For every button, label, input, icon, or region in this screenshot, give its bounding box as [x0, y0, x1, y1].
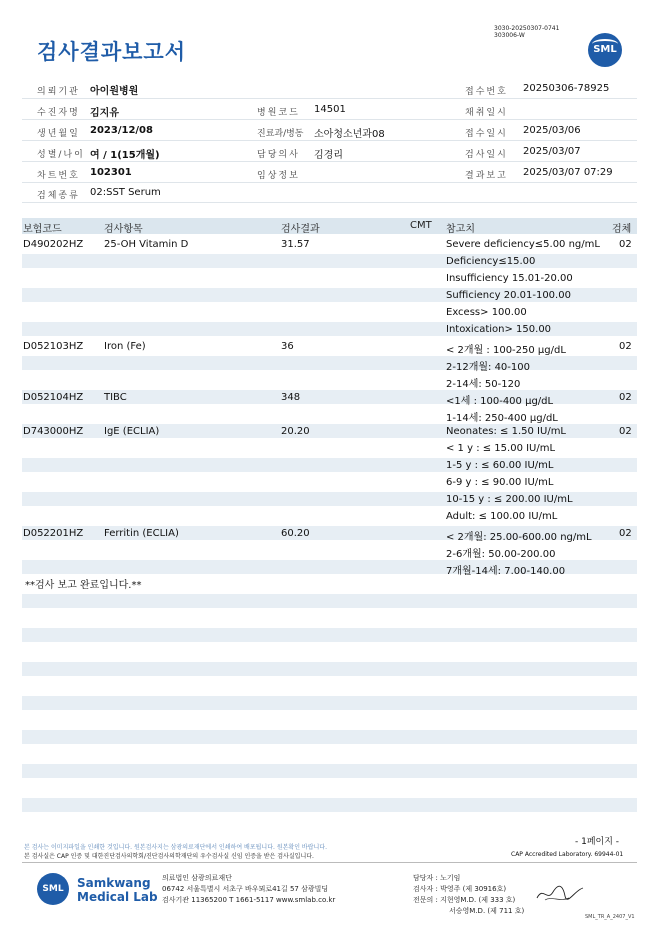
accreditation-notice: 본 검사실은 CAP 인증 및 대한진단검사의학회/진단검사의학재단의 우수검사실 신임 인증을 받은 검사실입니다.: [24, 853, 314, 860]
col-result-header: 검사결과: [281, 224, 320, 235]
row-stripe: [22, 662, 637, 676]
chart-no-value: 102301: [90, 167, 132, 178]
referring-label: 의뢰기관: [37, 87, 80, 97]
row-stripe: [22, 764, 637, 778]
sex-age-label: 성별/나이: [37, 150, 85, 160]
reference-range: Severe deficiency≤5.00 ng/mL: [446, 239, 600, 250]
result-item: Ferritin (ECLIA): [104, 528, 179, 539]
divider: [22, 182, 637, 183]
row-stripe: [22, 730, 637, 744]
result-value: 36: [281, 341, 294, 352]
sex-age-value: 여 / 1(15개월): [90, 150, 160, 161]
document-code-line1: 3030-20250307-0741: [494, 25, 560, 32]
reference-range: 10-15 y : ≤ 200.00 IU/mL: [446, 494, 573, 505]
result-value: 20.20: [281, 426, 310, 437]
brand-name: [77, 876, 158, 904]
result-value: 60.20: [281, 528, 310, 539]
row-stripe: [22, 696, 637, 710]
divider: [22, 161, 637, 162]
divider: [22, 140, 637, 141]
reference-range: 1-5 y : ≤ 60.00 IU/mL: [446, 460, 554, 471]
tester: 검사자 : 박영주 (제 30916호): [413, 885, 507, 893]
result-item: TIBC: [104, 392, 127, 403]
reference-range: Deficiency≤15.00: [446, 256, 536, 267]
print-notice: 본 검사는 이미지파일을 인쇄한 것입니다. 원본검사지는 삼광의료재단에서 인쇄하여 배포됩니다. 원본확인 바랍니다.: [24, 844, 328, 851]
reference-range: Sufficiency 20.01-100.00: [446, 290, 571, 301]
reference-range: < 2개월: 25.00-600.00 ng/mL: [446, 532, 592, 543]
report-label: 결과보고: [465, 171, 508, 181]
reference-range: 7개월-14세: 7.00-140.00: [446, 566, 566, 577]
reference-range: < 2개월 : 100-250 μg/dL: [446, 345, 566, 356]
col-ref-header: 참고치: [446, 224, 475, 235]
col-specimen-header: 검체: [612, 224, 632, 235]
reference-range: 2-12개월: 40-100: [446, 362, 530, 373]
result-specimen: 02: [619, 426, 632, 437]
hospital-code-value: 14501: [314, 104, 346, 115]
row-stripe: [22, 594, 637, 608]
org-contact: 검사기관 11365200 T 1661-5117 www.smlab.co.kr: [162, 896, 336, 904]
end-note: **검사 보고 완료입니다.**: [25, 580, 142, 591]
divider: [22, 119, 637, 120]
receipt-no-value: 20250306-78925: [523, 83, 610, 94]
result-item: Iron (Fe): [104, 341, 146, 352]
col-cmt-header: CMT: [410, 220, 432, 231]
result-item: 25-OH Vitamin D: [104, 239, 189, 250]
reference-range: Intoxication> 150.00: [446, 324, 552, 335]
result-code: D052104HZ: [23, 392, 84, 403]
document-code-line2: 303006-W: [494, 32, 525, 39]
org-name: 의료법인 삼광의료재단: [162, 874, 232, 882]
footer-divider: [22, 862, 637, 863]
test-date-label: 검사일시: [465, 150, 508, 160]
col-item-header: 검사항목: [104, 224, 143, 235]
result-code: D743000HZ: [23, 426, 84, 437]
clinical-label: 임상정보: [257, 171, 300, 181]
row-stripe: [22, 254, 637, 268]
row-stripe: [22, 798, 637, 812]
dept-label: 진료과/병동: [257, 129, 304, 139]
receipt-date-label: 접수일시: [465, 129, 508, 139]
divider: [22, 202, 637, 203]
hospital-code-label: 병원코드: [257, 108, 300, 118]
doctor-value: 김경리: [314, 150, 343, 161]
patient-value: 김지유: [90, 108, 119, 119]
chart-no-label: 차트번호: [37, 171, 80, 181]
collect-date-label: 채취일시: [465, 108, 508, 118]
receipt-date-value: 2025/03/06: [523, 125, 581, 136]
reference-range: < 1 y : ≤ 15.00 IU/mL: [446, 443, 556, 454]
patient-label: 수진자명: [37, 108, 80, 118]
birth-value: 2023/12/08: [90, 125, 153, 136]
reference-range: 2-14세: 50-120: [446, 379, 521, 390]
org-address: 06742 서울특별시 서초구 바우뫼로41길 57 삼광빌딩: [162, 885, 329, 893]
reference-range: 1-14세: 250-400 μg/dL: [446, 413, 558, 424]
specialist-1: 전문의 : 지현영M.D. (제 333 호): [413, 896, 516, 904]
result-specimen: 02: [619, 239, 632, 250]
brand-line1: Samkwang: [77, 876, 151, 890]
result-code: D490202HZ: [23, 239, 84, 250]
reference-range: 6-9 y : ≤ 90.00 IU/mL: [446, 477, 554, 488]
row-stripe: [22, 628, 637, 642]
reference-range: 2-6개월: 50.00-200.00: [446, 549, 556, 560]
result-item: IgE (ECLIA): [104, 426, 160, 437]
report-title: 검사결과보고서: [37, 40, 187, 64]
col-code-header: 보험코드: [23, 224, 62, 235]
cap-accreditation: CAP Accredited Laboratory. 69944-01: [511, 851, 624, 858]
birth-label: 생년월일: [37, 129, 80, 139]
sml-footer-logo: SML: [37, 873, 69, 905]
row-stripe: [22, 356, 637, 370]
test-date-value: 2025/03/07: [523, 146, 581, 157]
reference-range: Neonates: ≤ 1.50 IU/mL: [446, 426, 566, 437]
reference-range: Insufficiency 15.01-20.00: [446, 273, 573, 284]
reference-range: Excess> 100.00: [446, 307, 527, 318]
manager: 담당자 : 노기임: [413, 874, 461, 882]
result-specimen: 02: [619, 341, 632, 352]
result-specimen: 02: [619, 392, 632, 403]
result-code: D052201HZ: [23, 528, 84, 539]
dept-value: 소아청소년과08: [314, 129, 385, 140]
result-value: 31.57: [281, 239, 310, 250]
specimen-value: 02:SST Serum: [90, 187, 161, 198]
form-number: SML_TR_A_2407_V1: [585, 914, 635, 920]
signature-icon: [535, 882, 585, 906]
specialist-2: 서승영M.D. (제 711 호): [449, 907, 525, 915]
result-specimen: 02: [619, 528, 632, 539]
result-code: D052103HZ: [23, 341, 84, 352]
page-number: - 1페이지 -: [575, 837, 620, 847]
sml-logo: SML: [588, 33, 622, 67]
receipt-no-label: 접수번호: [465, 87, 508, 97]
reference-range: <1세 : 100-400 μg/dL: [446, 396, 554, 407]
result-value: 348: [281, 392, 301, 403]
specimen-label: 검체종류: [37, 191, 80, 201]
brand-line2: Medical Lab: [77, 890, 158, 904]
referring-value: 아이원병원: [90, 86, 139, 97]
doctor-label: 담당의사: [257, 150, 300, 160]
reference-range: Adult: ≤ 100.00 IU/mL: [446, 511, 558, 522]
report-value: 2025/03/07 07:29: [523, 167, 613, 178]
divider: [22, 98, 637, 99]
document-code: [494, 25, 559, 39]
